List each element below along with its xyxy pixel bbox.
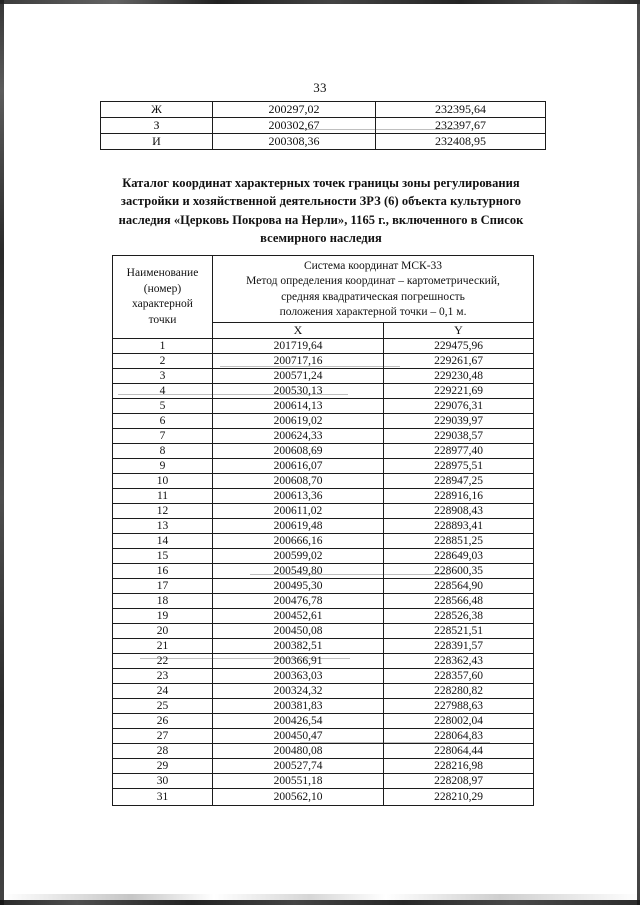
point-number: 6 <box>113 414 213 429</box>
point-number: 10 <box>113 474 213 489</box>
point-y: 228526,38 <box>384 609 534 624</box>
table-row <box>101 102 546 118</box>
table-row <box>113 354 534 369</box>
coordinates-table <box>112 255 534 806</box>
table-row <box>113 624 534 639</box>
point-x: 201719,64 <box>213 339 384 354</box>
point-x: 200366,91 <box>213 654 384 669</box>
point-x: 200613,36 <box>213 489 384 504</box>
top-table-body <box>101 102 546 150</box>
header-name-line-1: Наименование <box>126 267 199 280</box>
point-x: 200308,36 <box>213 134 376 150</box>
point-x: 200476,78 <box>213 594 384 609</box>
heading-line-1: Каталог координат характерных точек границы зоны регулирования <box>122 176 520 190</box>
table-row <box>113 744 534 759</box>
point-y: 228210,29 <box>384 789 534 806</box>
table-row <box>113 789 534 806</box>
point-y: 232397,67 <box>376 118 546 134</box>
table-row <box>113 534 534 549</box>
point-y: 228893,41 <box>384 519 534 534</box>
system-line-4: положения характерной точки – 0,1 м. <box>279 305 467 318</box>
point-x: 200297,02 <box>213 102 376 118</box>
point-number: 29 <box>113 759 213 774</box>
point-x: 200608,69 <box>213 444 384 459</box>
point-number: 1 <box>113 339 213 354</box>
point-y: 228064,44 <box>384 744 534 759</box>
point-number: 28 <box>113 744 213 759</box>
point-number: 11 <box>113 489 213 504</box>
table-row <box>113 699 534 714</box>
table-row <box>113 474 534 489</box>
point-y: 228908,43 <box>384 504 534 519</box>
table-row <box>101 118 546 134</box>
table-header-row <box>113 256 534 323</box>
point-x: 200530,13 <box>213 384 384 399</box>
coordinates-rows <box>113 339 534 806</box>
heading-line-2: застройки и хозяйственной деятельности ЗРЗ (6) объекта культурного <box>120 194 522 209</box>
point-number: 27 <box>113 729 213 744</box>
page-number: 33 <box>313 80 327 95</box>
point-x: 200549,80 <box>213 564 384 579</box>
system-line-3: средняя квадратическая погрешность <box>281 290 465 303</box>
point-number: 2 <box>113 354 213 369</box>
table-row <box>113 669 534 684</box>
point-x: 200666,16 <box>213 534 384 549</box>
point-x: 200571,24 <box>213 369 384 384</box>
point-x: 200527,74 <box>213 759 384 774</box>
table-row <box>113 579 534 594</box>
table-row <box>113 609 534 624</box>
header-name-line-2: (номер) <box>143 282 182 295</box>
table-row <box>101 134 546 150</box>
column-header-coordinate-system <box>213 256 534 323</box>
column-header-point-name <box>113 256 213 339</box>
point-y: 228975,51 <box>384 459 534 474</box>
point-y: 228600,35 <box>384 564 534 579</box>
heading-line-4: всемирного наследия <box>260 231 382 246</box>
table-row <box>113 564 534 579</box>
table-row <box>113 714 534 729</box>
scan-edge-left <box>0 0 4 905</box>
table-row <box>113 594 534 609</box>
table-row <box>113 414 534 429</box>
point-number: 21 <box>113 639 213 654</box>
boundary-points-fragment-table <box>100 101 546 150</box>
coordinates-table-body <box>113 256 534 339</box>
table-row <box>113 504 534 519</box>
point-x: 200551,18 <box>213 774 384 789</box>
point-y: 229038,57 <box>384 429 534 444</box>
point-y: 228391,57 <box>384 639 534 654</box>
point-y: 229475,96 <box>384 339 534 354</box>
point-label: Ж <box>101 102 213 118</box>
table-row <box>113 339 534 354</box>
table-row <box>113 489 534 504</box>
point-x: 200426,54 <box>213 714 384 729</box>
point-number: 5 <box>113 399 213 414</box>
point-y: 228002,04 <box>384 714 534 729</box>
point-x: 200450,47 <box>213 729 384 744</box>
point-number: 30 <box>113 774 213 789</box>
point-x: 200619,02 <box>213 414 384 429</box>
point-y: 232408,95 <box>376 134 546 150</box>
point-number: 23 <box>113 669 213 684</box>
point-y: 229039,97 <box>384 414 534 429</box>
point-y: 228947,25 <box>384 474 534 489</box>
point-number: 14 <box>113 534 213 549</box>
table-row <box>113 549 534 564</box>
table-row <box>113 519 534 534</box>
point-y: 228564,90 <box>384 579 534 594</box>
point-x: 200599,02 <box>213 549 384 564</box>
point-y: 228521,51 <box>384 624 534 639</box>
table-row <box>113 639 534 654</box>
point-y: 229261,67 <box>384 354 534 369</box>
point-x: 200717,16 <box>213 354 384 369</box>
point-number: 22 <box>113 654 213 669</box>
point-x: 200382,51 <box>213 639 384 654</box>
point-number: 7 <box>113 429 213 444</box>
table-row <box>113 654 534 669</box>
point-x: 200452,61 <box>213 609 384 624</box>
catalogue-heading <box>96 174 546 248</box>
table-row <box>113 459 534 474</box>
point-y: 228851,25 <box>384 534 534 549</box>
table-row <box>113 774 534 789</box>
point-y: 229230,48 <box>384 369 534 384</box>
point-x: 200616,07 <box>213 459 384 474</box>
point-x: 200381,83 <box>213 699 384 714</box>
point-number: 13 <box>113 519 213 534</box>
point-number: 25 <box>113 699 213 714</box>
table-row <box>113 444 534 459</box>
point-x: 200611,02 <box>213 504 384 519</box>
point-y: 228977,40 <box>384 444 534 459</box>
point-number: 12 <box>113 504 213 519</box>
point-y: 229076,31 <box>384 399 534 414</box>
point-label: З <box>101 118 213 134</box>
scan-smudge <box>4 894 640 900</box>
point-x: 200624,33 <box>213 429 384 444</box>
table-row <box>113 369 534 384</box>
point-y: 228916,16 <box>384 489 534 504</box>
point-number: 24 <box>113 684 213 699</box>
point-x: 200480,08 <box>213 744 384 759</box>
point-number: 15 <box>113 549 213 564</box>
table-row <box>113 684 534 699</box>
table-row <box>113 399 534 414</box>
point-number: 4 <box>113 384 213 399</box>
point-number: 17 <box>113 579 213 594</box>
header-name-line-3: характерной <box>132 298 193 311</box>
point-x: 200324,32 <box>213 684 384 699</box>
point-number: 31 <box>113 789 213 806</box>
point-number: 16 <box>113 564 213 579</box>
point-number: 18 <box>113 594 213 609</box>
point-y: 228357,60 <box>384 669 534 684</box>
table-row <box>113 384 534 399</box>
point-x: 200614,13 <box>213 399 384 414</box>
table-row <box>113 429 534 444</box>
point-number: 9 <box>113 459 213 474</box>
point-number: 8 <box>113 444 213 459</box>
point-label: И <box>101 134 213 150</box>
point-number: 3 <box>113 369 213 384</box>
point-x: 200363,03 <box>213 669 384 684</box>
header-name-line-4: точки <box>148 313 177 326</box>
point-x: 200450,08 <box>213 624 384 639</box>
point-x: 200495,30 <box>213 579 384 594</box>
point-x: 200302,67 <box>213 118 376 134</box>
point-y: 228566,48 <box>384 594 534 609</box>
scan-edge-top <box>0 0 640 4</box>
point-y: 228362,43 <box>384 654 534 669</box>
point-number: 26 <box>113 714 213 729</box>
point-x: 200619,48 <box>213 519 384 534</box>
point-y: 228208,97 <box>384 774 534 789</box>
point-y: 228064,83 <box>384 729 534 744</box>
point-y: 228216,98 <box>384 759 534 774</box>
table-row <box>113 729 534 744</box>
point-y: 228649,03 <box>384 549 534 564</box>
scan-edge-bottom <box>0 900 640 905</box>
point-x: 200608,70 <box>213 474 384 489</box>
column-header-x: X <box>213 323 384 339</box>
point-number: 19 <box>113 609 213 624</box>
point-y: 229221,69 <box>384 384 534 399</box>
system-line-2: Метод определения координат – картометрический, <box>246 275 500 288</box>
table-row <box>113 759 534 774</box>
heading-line-3: наследия «Церковь Покрова на Нерли», 1165 г., включенного в Список <box>118 212 524 227</box>
point-number: 20 <box>113 624 213 639</box>
point-y: 227988,63 <box>384 699 534 714</box>
point-x: 200562,10 <box>213 789 384 806</box>
system-line-1: Система координат МСК-33 <box>303 260 443 272</box>
column-header-y: Y <box>384 323 534 339</box>
point-y: 228280,82 <box>384 684 534 699</box>
point-y: 232395,64 <box>376 102 546 118</box>
